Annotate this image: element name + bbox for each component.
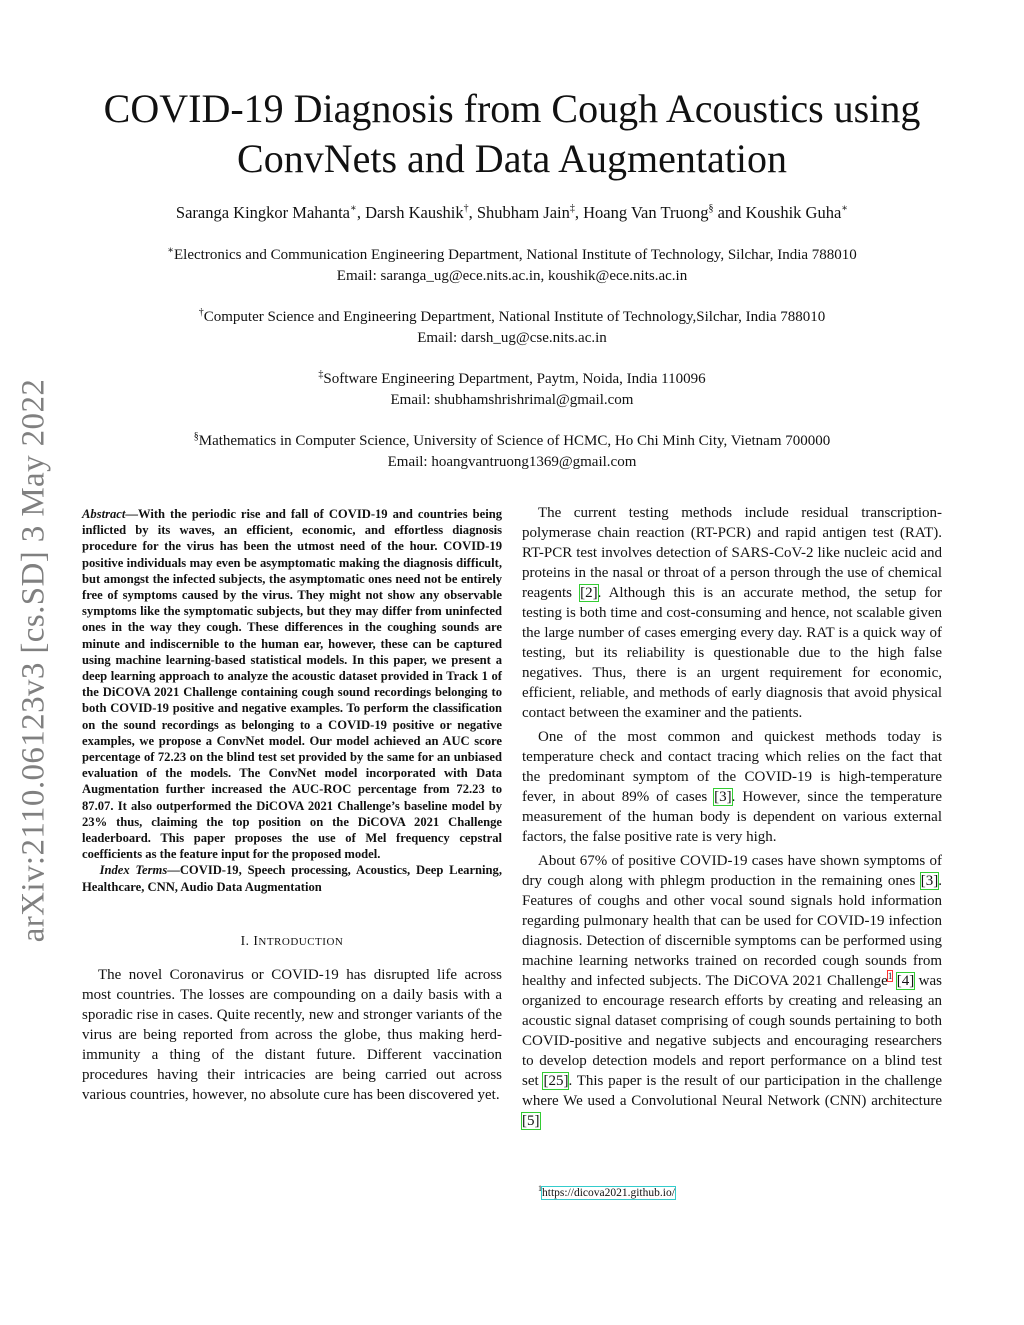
affiliation-1-email: Email: saranga_ug@ece.nits.ac.in, koushik@ece.nits.ac.in bbox=[336, 268, 688, 284]
paragraph-3-text-e: . This paper is the result of our participation in the challenge where We used a Convolutional Neural Network (CNN) architecture bbox=[522, 1073, 942, 1109]
citation-link-25[interactable]: [25] bbox=[543, 1073, 569, 1089]
affiliation-4 bbox=[60, 431, 964, 473]
affiliation-1-dept: Electronics and Communication Engineering Department, National Institute of Technology, Silchar, India 788010 bbox=[174, 247, 857, 263]
right-column bbox=[522, 503, 942, 1131]
affiliation-3-dept: Software Engineering Department, Paytm, Noida, India 110096 bbox=[323, 371, 706, 387]
paragraph-3-text-b: . Features of coughs and other vocal sound signals hold information regarding pulmonary health that can be used for COVID-19 infection diagnosis. Detection of discernible symptoms can be performed using machine learning networks trained on recorded cough sounds from healthy and infected subjects. The DiCOVA 2021 Challenge bbox=[522, 873, 942, 989]
paragraph-temperature-check bbox=[522, 727, 942, 847]
author-4-mark: § bbox=[708, 203, 714, 214]
index-terms-text: —COVID-19, Speech processing, Acoustics, Deep Learning, Healthcare, CNN, Audio Data Augmentation bbox=[82, 863, 502, 894]
paragraph-1-text-a: The current testing methods include residual transcription-polymerase chain reaction (RT-PCR) and rapid antigen test (RAT). RT-PCR test involves detection of SARS-CoV-2 like nucleic acid and proteins in the nasal or throat of a person through the use of chemical reagents bbox=[522, 505, 942, 601]
author-5: and Koushik Guha bbox=[713, 203, 842, 222]
author-2-mark: † bbox=[463, 203, 469, 214]
author-3-mark: ‡ bbox=[569, 203, 575, 214]
paragraph-1-text-b: . Although this is an accurate method, the setup for testing is both time and cost-consuming and hence, not scalable given the large number of cases emerging every day. RAT is a quick way of testing, but its reliability is questionable due to the high false negatives. Thus, there is an urgent requirement for economic, efficient, reliable, and methods of early diagnosis that avoid physical contact between the examiner and the patients. bbox=[522, 585, 942, 721]
left-column bbox=[82, 506, 502, 1105]
index-terms bbox=[82, 862, 502, 894]
footnote-url-link[interactable]: https://dicova2021.github.io/ bbox=[542, 1187, 675, 1199]
affiliation-3-email: Email: shubhamshrishrimal@gmail.com bbox=[390, 392, 634, 408]
arxiv-identifier bbox=[14, 355, 54, 965]
author-3: , Shubham Jain bbox=[468, 203, 570, 222]
citation-link-5[interactable]: [5] bbox=[522, 1113, 540, 1129]
citation-link-3[interactable]: [3] bbox=[714, 789, 732, 805]
abstract-lead: Abstract bbox=[82, 507, 126, 521]
paragraph-testing-methods bbox=[522, 503, 942, 723]
author-2: , Darsh Kaushik bbox=[356, 203, 464, 222]
affiliation-4-dept: Mathematics in Computer Science, University of Science of HCMC, Ho Chi Minh City, Vietnam 700000 bbox=[198, 433, 831, 449]
section-numeral: I. I bbox=[240, 932, 259, 948]
affiliation-2-dept: Computer Science and Engineering Department, National Institute of Technology,Silchar, India 788010 bbox=[203, 309, 826, 325]
affiliation-2-mark: † bbox=[198, 307, 204, 318]
affiliation-4-mark: § bbox=[193, 431, 199, 442]
citation-link-3b[interactable]: [3] bbox=[920, 873, 939, 889]
author-1: Saranga Kingkor Mahanta bbox=[175, 203, 351, 222]
affiliation-3 bbox=[60, 369, 964, 411]
paragraph-3-text-a: About 67% of positive COVID-19 cases have shown symptoms of dry cough along with phlegm production in the remaining ones bbox=[522, 853, 942, 889]
intro-paragraph: The novel Coronavirus or COVID-19 has disrupted life across most countries. The losses are compounding on a daily basis with a sporadic rise in cases. Quite recently, new and stronger variants of the virus are being reported from across the globe, thus making herd-immunity a thing of the distant future. Different vaccination procedures having their intricacies are being carried out across various countries, however, no absolute cure has been discovered yet. bbox=[82, 966, 502, 1103]
abstract-text: —With the periodic rise and fall of COVID-19 and countries being inflicted by its waves, an efficient, economic, and effortless diagnosis procedure for the virus has been the utmost need of the hour. COVID-19 positive individuals may even be asymptomatic making the diagnosis difficult, but amongst the infected subjects, the asymptomatic ones need not be entirely free of symptoms caused by the virus. They might not show any observable symptoms like the symptomatic subjects, but they may differ from uninfected ones in the way they cough. These differences in the coughing sounds are minute and indiscernible to the human ear, however, these can be captured using machine learning-based statistical models. In this paper, we present a deep learning approach to analyze the acoustic dataset provided in Track 1 of the DiCOVA 2021 Challenge containing cough sound recordings belonging to both COVID-19 positive and negative examples. To perform the classification on the sound recordings as belonging to a COVID-19 positive or negative examples, we propose a ConvNet model. Our model achieved an AUC score percentage of 72.23 on the blind test set provided by the same for an unbiased evaluation of the models. The ConvNet model incorporated with Data Augmentation further increased the AUC-ROC percentage from 72.23 to 87.07. It also outperformed the DiCOVA 2021 Challenge’s baseline model by 23% thus, claiming the top position on the DiCOVA 2021 Challenge leaderboard. This paper proposes the use of Mel frequency cepstral coefficients as the feature input for the proposed model. bbox=[82, 507, 502, 862]
affiliation-4-email: Email: hoangvantruong1369@gmail.com bbox=[387, 454, 637, 470]
paper-title bbox=[60, 84, 964, 184]
abstract bbox=[82, 506, 502, 862]
section-name: NTRODUCTION bbox=[258, 935, 344, 948]
citation-link-2[interactable]: [2] bbox=[580, 585, 598, 601]
author-list bbox=[60, 202, 964, 224]
paragraph-2-text-b: . However, since the temperature measurement of the human body is dependent on various external factors, the false positive rate is very high. bbox=[522, 789, 942, 845]
index-terms-lead: Index Terms bbox=[99, 863, 168, 878]
footnote-1 bbox=[538, 1186, 675, 1200]
affiliation-1-mark: ∗ bbox=[167, 245, 175, 256]
author-4: , Hoang Van Truong bbox=[574, 203, 709, 222]
affiliation-2-email: Email: darsh_ug@cse.nits.ac.in bbox=[417, 330, 607, 346]
affiliation-3-mark: ‡ bbox=[318, 369, 324, 380]
affiliation-2 bbox=[60, 307, 964, 349]
paragraph-cough-features bbox=[522, 851, 942, 1131]
citation-link-4[interactable]: [4] bbox=[896, 973, 915, 989]
footnote-mark: 1 bbox=[538, 1184, 542, 1193]
section-heading-introduction bbox=[82, 933, 502, 949]
footnote-link-1[interactable]: 1 bbox=[887, 971, 893, 981]
paragraph-2-text-a: One of the most common and quickest methods today is temperature check and contact tracing which relies on the fact that the predominant symptom of the COVID-19 is high-temperature fever, in about 89% of cases bbox=[522, 729, 942, 805]
title-line-2: ConvNets and Data Augmentation bbox=[237, 136, 787, 181]
author-5-mark: ∗ bbox=[841, 203, 849, 214]
paragraph-3-text-d: was organized to encourage research efforts by creating and releasing an acoustic signal dataset comprising of cough sounds pertaining to both COVID-positive and negative subjects and encouraging researchers to develop detection models and report performance on a blind test set bbox=[522, 973, 943, 1089]
arxiv-id-text: arXiv:2110.06123v3 [cs.SD] 3 May 2022 bbox=[15, 378, 52, 942]
author-1-mark: ∗ bbox=[350, 203, 357, 214]
title-line-1: COVID-19 Diagnosis from Cough Acoustics using bbox=[103, 86, 921, 131]
affiliation-1 bbox=[60, 245, 964, 287]
